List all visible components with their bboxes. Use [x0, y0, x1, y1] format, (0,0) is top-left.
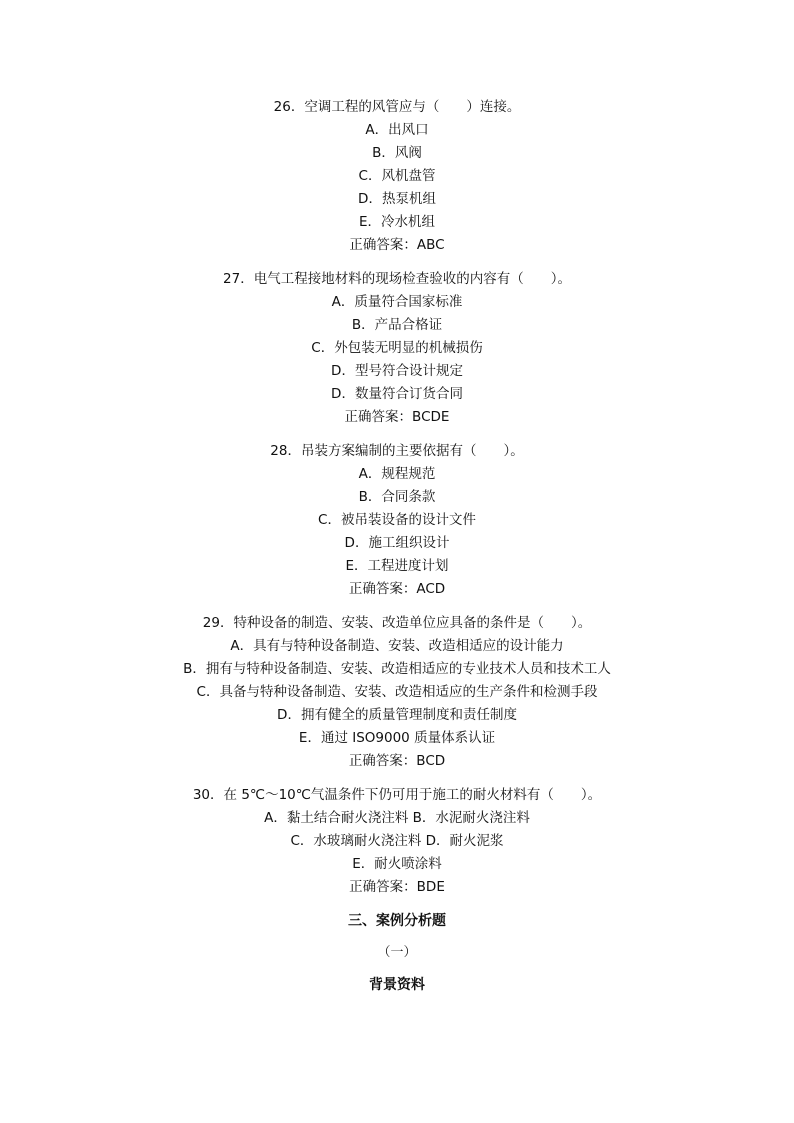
- question-26: [0, 96, 794, 257]
- option: D．数量符合订货合同: [331, 386, 463, 402]
- option: B．风阀: [372, 145, 422, 161]
- option: A．规程规范: [358, 466, 436, 482]
- answer-text: 正确答案：ACD: [348, 581, 446, 597]
- option: A．具有与特种设备制造、安装、改造相适应的设计能力: [230, 638, 564, 654]
- option: D．型号符合设计规定: [331, 363, 463, 379]
- option: A．质量符合国家标准: [331, 294, 463, 310]
- question-29: [0, 612, 794, 773]
- option: E．冷水机组: [358, 214, 436, 230]
- option: E．工程进度计划: [345, 558, 449, 574]
- section-title: 三、案例分析题: [348, 913, 446, 929]
- option: E．耐火喷涂料: [352, 856, 442, 872]
- option: C．具备与特种设备制造、安装、改造相适应的生产条件和检测手段: [196, 684, 598, 700]
- option: D．热泵机组: [358, 191, 436, 207]
- option: A．出风口: [365, 122, 429, 138]
- answer-text: 正确答案：ABC: [349, 237, 445, 253]
- document-page: [0, 96, 794, 996]
- answer-text: 正确答案：BCD: [348, 753, 446, 769]
- option: D．拥有健全的质量管理制度和责任制度: [277, 707, 517, 723]
- question-30: [0, 784, 794, 899]
- question-27: [0, 268, 794, 429]
- option: D．施工组织设计: [344, 535, 450, 551]
- option: C．被吊装设备的设计文件: [318, 512, 476, 528]
- question-text: 28．吊装方案编制的主要依据有（ ）。: [270, 443, 524, 459]
- option: C．水玻璃耐火浇注料 D．耐火泥浆: [290, 833, 504, 849]
- option: B．产品合格证: [351, 317, 443, 333]
- question-28: [0, 440, 794, 601]
- option: C．外包装无明显的机械损伤: [311, 340, 483, 356]
- option: A．黏土结合耐火浇注料 B．水泥耐火浇注料: [264, 810, 530, 826]
- background-heading: 背景资料: [369, 977, 425, 993]
- option: E．通过 ISO9000 质量体系认证: [298, 730, 496, 746]
- option: B．拥有与特种设备制造、安装、改造相适应的专业技术人员和技术工人: [183, 661, 611, 677]
- question-text: 27．电气工程接地材料的现场检查验收的内容有（ ）。: [223, 271, 571, 287]
- answer-text: 正确答案：BCDE: [344, 409, 450, 425]
- option: C．风机盘管: [358, 168, 436, 184]
- question-text: 30．在 5℃～10℃气温条件下仍可用于施工的耐火材料有（ ）。: [192, 787, 602, 803]
- answer-text: 正确答案：BDE: [349, 879, 445, 895]
- question-text: 26．空调工程的风管应与（ ）连接。: [273, 99, 521, 115]
- question-text: 29．特种设备的制造、安装、改造单位应具备的条件是（ ）。: [202, 615, 592, 631]
- option: B．合同条款: [358, 489, 436, 505]
- subsection-number: （一）: [377, 945, 417, 960]
